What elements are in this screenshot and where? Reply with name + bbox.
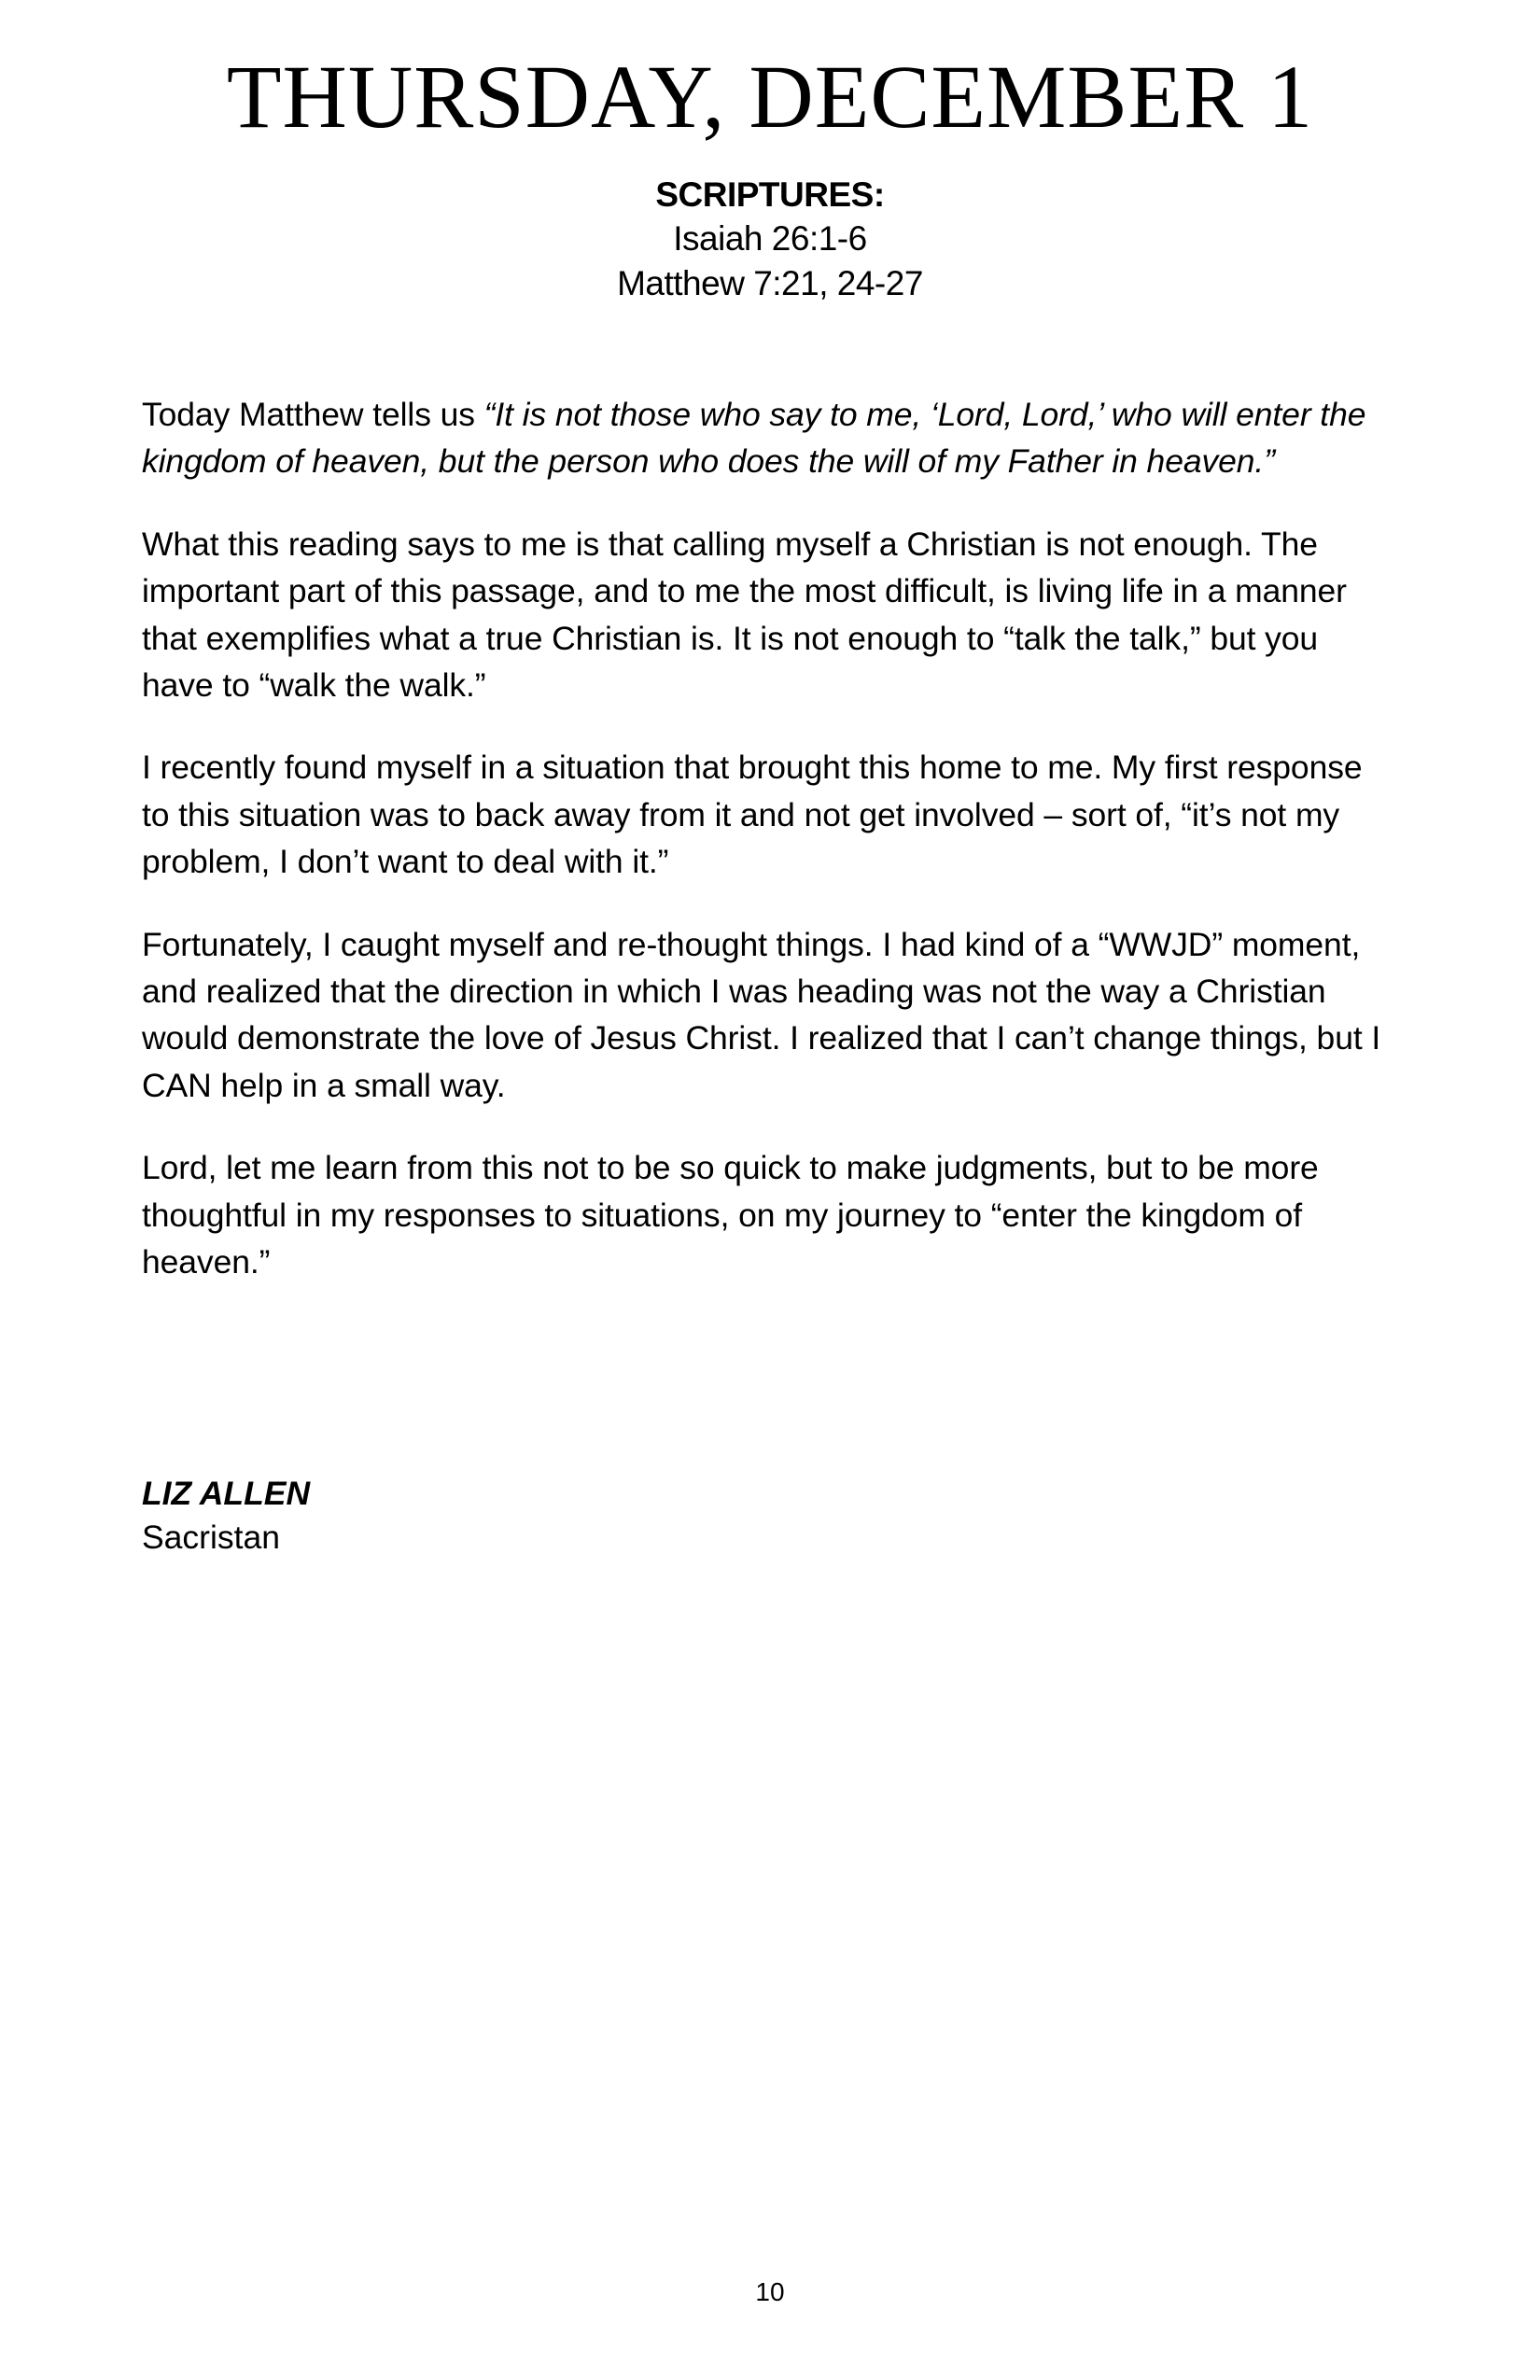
- author-role: Sacristan: [142, 1518, 280, 1556]
- signature: [142, 1472, 1393, 1558]
- scripture-quote: “It is not those who say to me, ‘Lord, Lord,’ who will enter the kingdom of heaven, but the person who does the will of my Father in heaven.”: [142, 395, 1366, 481]
- paragraph-1: [142, 391, 1393, 485]
- paragraph-5: Lord, let me learn from this not to be so quick to make judgments, but to be more thoughtful in my responses to situations, on my journey to “enter the kingdom of heaven.”: [142, 1149, 1319, 1281]
- scriptures-block: [0, 174, 1540, 305]
- author-name: LIZ ALLEN: [142, 1475, 311, 1513]
- body-text: [75, 391, 1465, 1559]
- scripture-reference-1: Isaiah 26:1-6: [673, 219, 867, 259]
- page-title: THURSDAY, DECEMBER 1: [226, 47, 1314, 147]
- paragraph-3: I recently found myself in a situation that brought this home to me. My first response to this situation was to back away from it and not get involved – sort of, “it’s not my problem, I don’t want to deal with it.”: [142, 749, 1363, 881]
- scripture-reference-2: Matthew 7:21, 24-27: [617, 263, 923, 302]
- paragraph-2: What this reading says to me is that calling myself a Christian is not enough. The important part of this passage, and to me the most difficult, is living life in a manner that exemplifies what a true Christian is. It is not enough to “talk the talk,” but you have to “walk the walk.”: [142, 525, 1347, 704]
- scriptures-label: SCRIPTURES:: [655, 175, 885, 214]
- page-number: 10: [755, 2277, 785, 2306]
- paragraph-4: Fortunately, I caught myself and re-thought things. I had kind of a “WWJD” moment, and realized that the direction in which I was heading was not the way a Christian would demonstrate the love of Jesus Christ. I realized that I can’t change things, but I CAN help in a small way.: [142, 925, 1381, 1104]
- paragraph-1-lead: Today Matthew tells us: [142, 395, 484, 433]
